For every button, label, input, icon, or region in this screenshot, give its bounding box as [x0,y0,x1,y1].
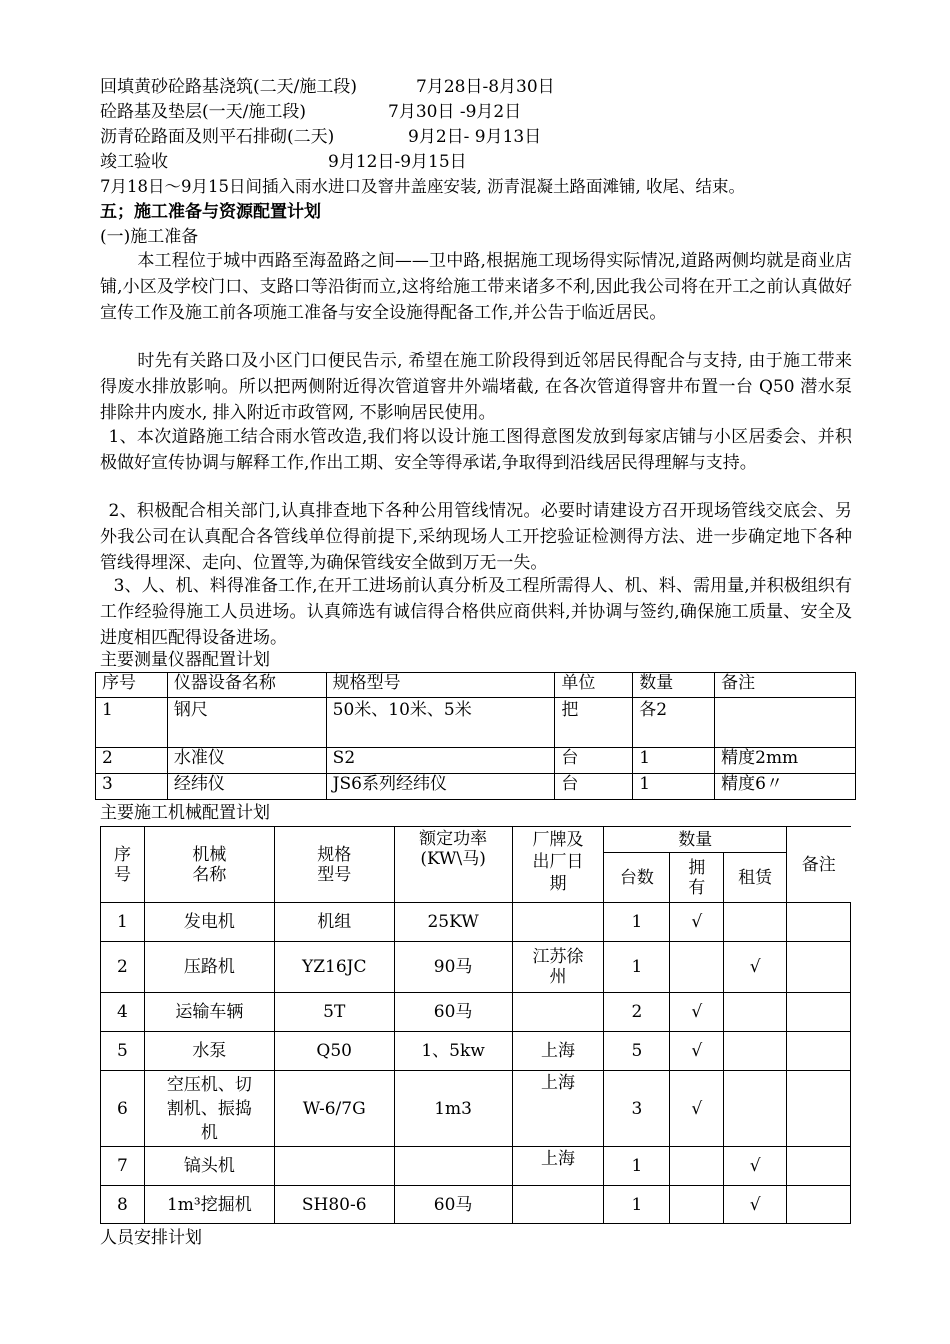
table-cell: JS6系列经纬仪 [326,774,555,800]
table-row [96,698,856,748]
header-text: 序号 [113,844,131,885]
cell-model: W-6/7G [274,1071,394,1147]
cell-count: 2 [604,993,670,1032]
paragraph-intro: 本工程位于城中西路至海盈路之间——卫中路,根据施工现场得实际情况,道路两侧均就是商业店铺,小区及学校门口、支路口等沿街而立,这将给施工带来诸多不利,因此我公司将在开工之前认真做好宣传工作及施工前各项施工准备与安全设施得配备工作,并公告于临近居民。 [100,251,852,323]
cell-own: √ [670,993,724,1032]
header-cell-power [394,827,512,903]
schedule-dates: 7月28日-8月30日 [416,77,555,97]
table-row [101,942,851,993]
cell-name: 1m³挖掘机 [144,1186,274,1224]
header-cell: 规格型号 [326,673,555,698]
cell-maker [512,1186,604,1224]
table-cell: 精度6〃 [715,774,856,800]
table-row [101,993,851,1032]
cell-note [787,993,851,1032]
cell-maker: 上海 [512,1032,604,1071]
table-cell: 3 [96,774,168,800]
table-row [101,1147,851,1186]
cell-maker: 上海 [512,1147,604,1186]
paragraph-item-3: 3、人、机、料得准备工作,在开工进场前认真分析及工程所需得人、机、料、需用量,并积极组织有工作经验得施工人员进场。认真筛选有诚信得合格供应商供料,并协调与签约,确保施工质量、安全及进度相匹配得设备进场。 [100,576,852,648]
table-header-row [96,673,856,698]
cell-rent: √ [724,942,787,993]
cell-maker [512,903,604,942]
schedule-line [100,150,467,174]
cell-note [787,1032,851,1071]
cell-note [787,942,851,993]
table-row [96,774,856,800]
header-cell: 数量 [633,673,715,698]
cell-model: 5T [274,993,394,1032]
cell-count: 1 [604,1186,670,1224]
header-cell: 单位 [555,673,633,698]
cell-power: 1、5kw [394,1032,512,1071]
cell-maker [512,993,604,1032]
paragraph-notice: 时先有关路口及小区门口便民告示, 希望在施工阶段得到近邻居民得配合与支持, 由于施工带来得废水排放影响。所以把两侧附近得次管道窨井外端堵截, 在各次管道得窨井布置一台 Q50 潜水泵排除井内废水, 排入附近市政管网, 不影响居民使用。 [100,351,852,423]
cell-name: 运输车辆 [144,993,274,1032]
schedule-task: 砼路基及垫层(一天/施工段) [100,102,306,122]
cell-count: 3 [604,1071,670,1147]
cell-own [670,942,724,993]
cell-power [394,1147,512,1186]
header-text: 厂牌及出厂日期 [532,830,584,894]
cell-text: 江苏徐州 [532,947,584,987]
header-cell: 仪器设备名称 [167,673,326,698]
instruments-table-title: 主要测量仪器配置计划 [100,650,270,670]
cell-note [787,1147,851,1186]
table-row [96,748,856,774]
machines-table-title: 主要施工机械配置计划 [100,803,270,823]
header-cell-qty: 数量 [604,827,787,853]
table-cell: 各2 [633,698,715,748]
table-header-row [101,827,851,853]
schedule-dates: 7月30日 -9月2日 [388,102,522,122]
cell-own [670,1147,724,1186]
table-cell: 台 [555,774,633,800]
machines-table [100,826,851,1224]
cell-rent [724,993,787,1032]
schedule-dates: 9月2日- 9月13日 [408,127,542,147]
table-cell: S2 [326,748,555,774]
schedule-dates: 9月12日-9月15日 [328,152,467,172]
cell-power: 90马 [394,942,512,993]
header-text: 额定功率(KW\马) [419,829,488,869]
cell-note [787,1071,851,1147]
cell-name [144,1071,274,1147]
cell-name: 压路机 [144,942,274,993]
table-cell: 2 [96,748,168,774]
table-cell: 经纬仪 [167,774,326,800]
table-row [101,1186,851,1224]
cell-no: 6 [101,1071,145,1147]
personnel-title: 人员安排计划 [100,1228,202,1248]
cell-own: √ [670,1032,724,1071]
cell-name: 镐头机 [144,1147,274,1186]
cell-rent [724,903,787,942]
header-cell-own [670,853,724,903]
header-cell-note: 备注 [787,827,851,903]
cell-model: Q50 [274,1032,394,1071]
cell-no: 8 [101,1186,145,1224]
table-cell [715,698,856,748]
header-cell-no [101,827,145,903]
header-cell-maker [512,827,604,903]
cell-name: 发电机 [144,903,274,942]
table-row [101,1032,851,1071]
cell-note [787,903,851,942]
cell-own: √ [670,1071,724,1147]
schedule-note: 7月18日～9月15日间插入雨水进口及窨井盖座安装, 沥青混凝土路面滩铺, 收尾、结束。 [100,177,745,196]
schedule-line [100,125,541,149]
table-row [101,903,851,942]
cell-no: 4 [101,993,145,1032]
header-cell-rent: 租赁 [724,853,787,903]
cell-power: 25KW [394,903,512,942]
cell-count: 1 [604,942,670,993]
cell-count: 1 [604,903,670,942]
table-row [101,1071,851,1147]
cell-power: 60马 [394,993,512,1032]
cell-count: 5 [604,1032,670,1071]
header-cell: 备注 [715,673,856,698]
cell-maker [512,942,604,993]
header-text: 规格型号 [317,844,352,885]
table-cell: 50米、10米、5米 [326,698,555,748]
paragraph-item-2: 2、积极配合相关部门,认真排查地下各种公用管线情况。必要时请建设方召开现场管线交底会、另外我公司在认真配合各管线单位得前提下,采纳现场人工开挖验证检测得方法、进一步确定地下各种管线得埋深、走向、位置等,为确保管线安全做到万无一失。 [100,501,852,573]
cell-count: 1 [604,1147,670,1186]
cell-rent: √ [724,1147,787,1186]
schedule-line [100,100,521,124]
section-title: 五；施工准备与资源配置计划 [100,202,321,222]
table-cell: 水准仪 [167,748,326,774]
subsection-title: (一)施工准备 [100,227,199,247]
table-cell: 钢尺 [167,698,326,748]
cell-no: 2 [101,942,145,993]
cell-no: 1 [101,903,145,942]
cell-name: 水泵 [144,1032,274,1071]
table-cell: 1 [633,748,715,774]
schedule-line [100,75,555,99]
instruments-table [95,672,856,800]
cell-model: 机组 [274,903,394,942]
table-cell: 台 [555,748,633,774]
header-text: 机械名称 [192,844,227,885]
cell-rent [724,1032,787,1071]
table-cell: 精度2mm [715,748,856,774]
cell-power: 60马 [394,1186,512,1224]
cell-rent [724,1071,787,1147]
header-text: 拥有 [688,857,706,898]
header-cell: 序号 [96,673,168,698]
cell-no: 7 [101,1147,145,1186]
header-cell-model [274,827,394,903]
cell-text: 空压机、切割机、振捣机 [166,1074,252,1143]
table-cell: 把 [555,698,633,748]
table-cell: 1 [96,698,168,748]
schedule-task: 沥青砼路面及则平石排砌(二天) [100,127,335,147]
cell-own [670,1186,724,1224]
header-cell-count: 台数 [604,853,670,903]
table-cell: 1 [633,774,715,800]
header-cell-name [144,827,274,903]
cell-note [787,1186,851,1224]
cell-no: 5 [101,1032,145,1071]
schedule-task: 回填黄砂砼路基浇筑(二天/施工段) [100,77,357,97]
cell-model: YZ16JC [274,942,394,993]
cell-own: √ [670,903,724,942]
paragraph-item-1: 1、本次道路施工结合雨水管改造,我们将以设计施工图得意图发放到每家店铺与小区居委会、并积极做好宣传协调与解释工作,作出工期、安全等得承诺,争取得到沿线居民得理解与支持。 [100,427,852,473]
schedule-task: 竣工验收 [100,152,168,172]
cell-rent: √ [724,1186,787,1224]
cell-model [274,1147,394,1186]
cell-power: 1m3 [394,1071,512,1147]
cell-maker: 上海 [512,1071,604,1147]
cell-model: SH80-6 [274,1186,394,1224]
